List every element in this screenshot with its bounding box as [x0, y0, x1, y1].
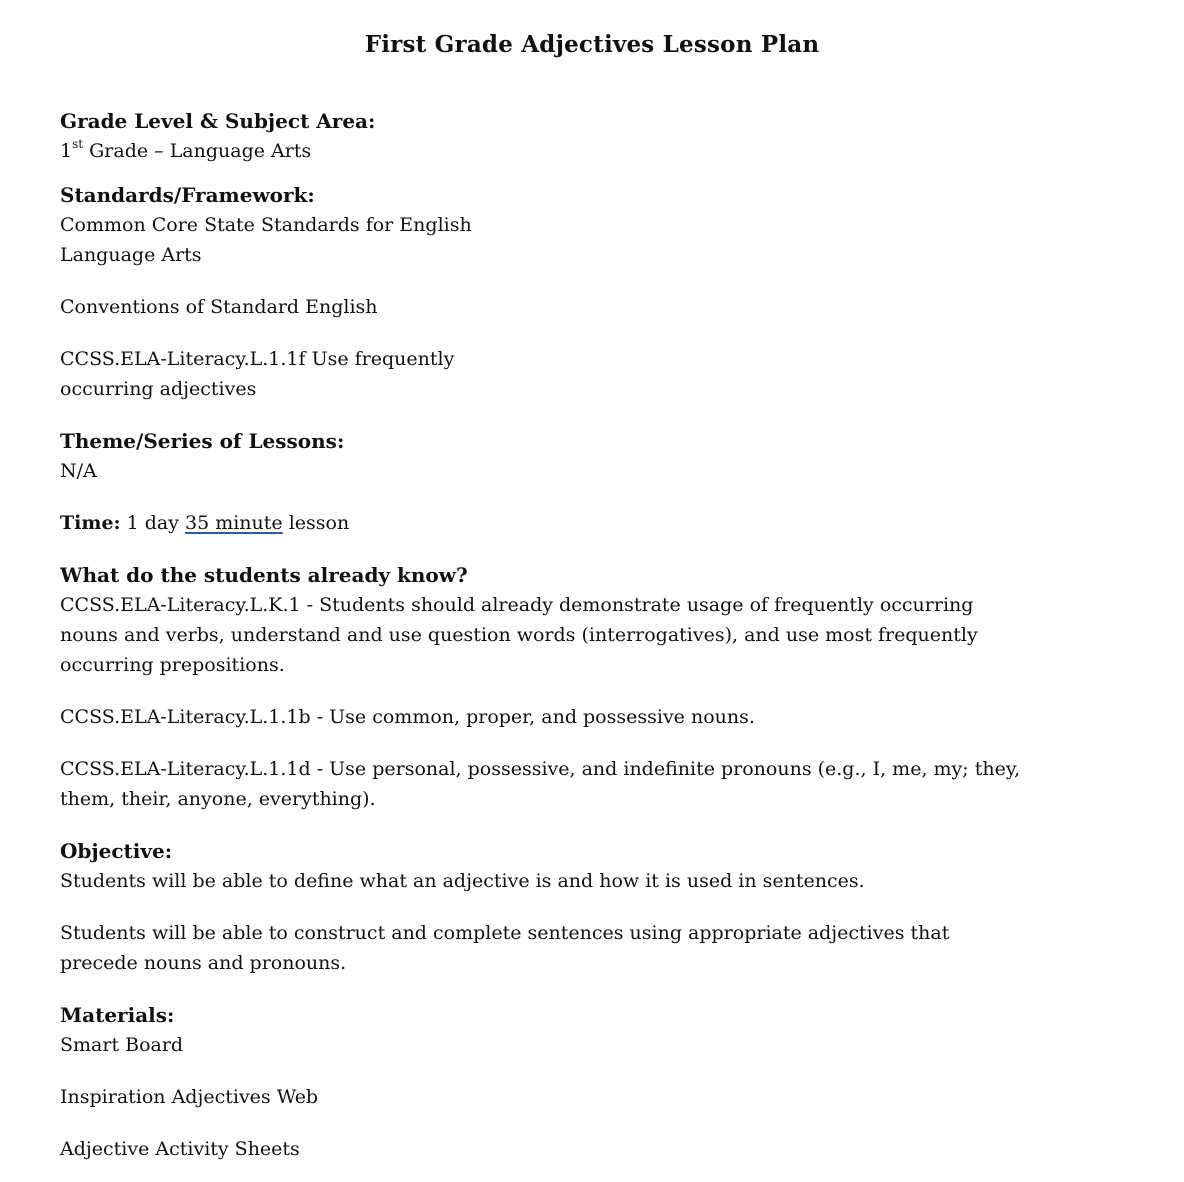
- materials-item: Inspiration Adjectives Web: [60, 1086, 319, 1108]
- grade-ordinal-suffix: st: [72, 136, 84, 151]
- theme-heading: Theme/Series of Lessons:: [60, 429, 345, 453]
- objective-item-2-line-2: precede nouns and pronouns.: [60, 952, 347, 974]
- grade-number: 1: [60, 140, 73, 162]
- prior-knowledge-heading: What do the students already know?: [60, 563, 468, 587]
- standards-code-line-1: CCSS.ELA-Literacy.L.1.1f Use frequently: [60, 348, 455, 370]
- document-title: First Grade Adjectives Lesson Plan: [364, 31, 820, 58]
- standards-heading: Standards/Framework:: [60, 183, 315, 207]
- prior-knowledge-item-3: [60, 754, 1140, 814]
- section-theme: [60, 426, 1140, 486]
- standards-code: [60, 344, 1140, 404]
- time-pre: 1 day: [120, 512, 185, 534]
- grade-level-value: [60, 136, 1140, 166]
- grade-subject: Grade – Language Arts: [83, 140, 312, 162]
- objective-item-1: Students will be able to define what an adjective is and how it is used in sentences.: [60, 870, 865, 892]
- time-label: Time:: [60, 512, 121, 534]
- prior-item-1-line-1: CCSS.ELA-Literacy.L.K.1 - Students should already demonstrate usage of frequently occurring: [60, 594, 974, 616]
- section-materials: [60, 1000, 1140, 1164]
- materials-item: Adjective Activity Sheets: [60, 1138, 300, 1160]
- prior-knowledge-item-2: CCSS.ELA-Literacy.L.1.1b - Use common, proper, and possessive nouns.: [60, 706, 755, 728]
- section-objective: [60, 836, 1140, 978]
- standards-code-line-2: occurring adjectives: [60, 378, 257, 400]
- time-line: [60, 508, 1140, 538]
- document-body: [60, 106, 1140, 1164]
- objective-heading: Objective:: [60, 839, 173, 863]
- grade-level-heading: Grade Level & Subject Area:: [60, 109, 376, 133]
- standards-text: [60, 210, 1140, 270]
- section-time: [60, 508, 1140, 538]
- objective-item-2-line-1: Students will be able to construct and complete sentences using appropriate adjectives that: [60, 922, 950, 944]
- standards-conventions: Conventions of Standard English: [60, 296, 378, 318]
- time-post: lesson: [282, 512, 350, 534]
- prior-item-1-line-3: occurring prepositions.: [60, 654, 285, 676]
- prior-knowledge-item-1: [60, 590, 1140, 680]
- section-prior-knowledge: [60, 560, 1140, 814]
- materials-item: Smart Board: [60, 1034, 184, 1056]
- materials-heading: Materials:: [60, 1003, 175, 1027]
- prior-item-1-line-2: nouns and verbs, understand and use question words (interrogatives), and use most frequently: [60, 624, 978, 646]
- prior-item-3-line-1: CCSS.ELA-Literacy.L.1.1d - Use personal, possessive, and indefinite pronouns (e.g., I, me, my; they,: [60, 758, 1021, 780]
- standards-line-2: Language Arts: [60, 244, 202, 266]
- theme-value: N/A: [60, 460, 97, 482]
- section-standards: [60, 180, 1140, 404]
- standards-line-1: Common Core State Standards for English: [60, 214, 472, 236]
- objective-item-2: [60, 918, 1140, 978]
- prior-item-3-line-2: them, their, anyone, everything).: [60, 788, 376, 810]
- time-duration: 35 minute: [185, 512, 283, 534]
- section-grade-level: [60, 106, 1140, 166]
